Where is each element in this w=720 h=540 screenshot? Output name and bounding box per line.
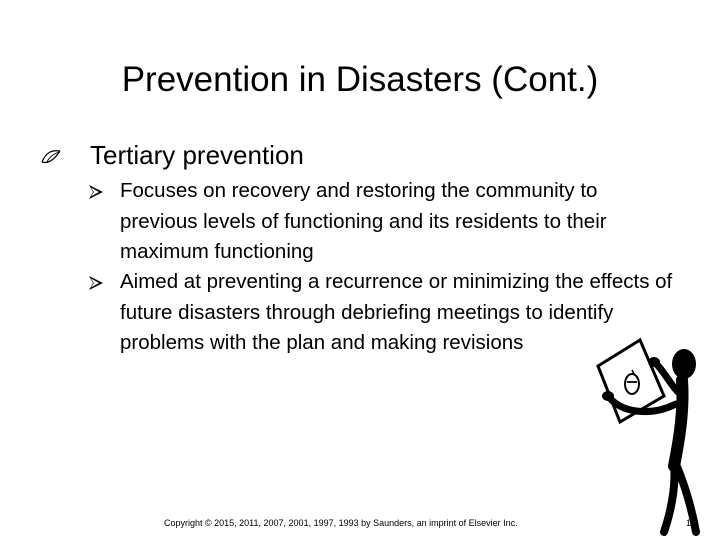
stick-figure-holding-sign-icon: [592, 318, 710, 538]
subitem-text: Focuses on recovery and restoring the community to previous levels of functioning and its residents to their maximum functioning: [120, 179, 607, 263]
copyright-text: Copyright © 2015, 2011, 2007, 2001, 1997, 1993 by Saunders, an imprint of Elsevier Inc.: [164, 518, 518, 528]
arrow-bullet-icon: [88, 275, 104, 291]
subitem-text: Aimed at preventing a recurrence or minimizing the effects of future disasters through debriefing meetings to identify problems with the plan and making revisions: [120, 270, 673, 354]
page-number: 12: [685, 518, 696, 528]
arrow-bullet-icon: [88, 184, 104, 200]
bullet-text: Tertiary prevention: [90, 140, 304, 170]
slide-title: Prevention in Disasters (Cont.): [121, 60, 599, 99]
hollow-leaf-bullet-icon: [40, 148, 62, 166]
